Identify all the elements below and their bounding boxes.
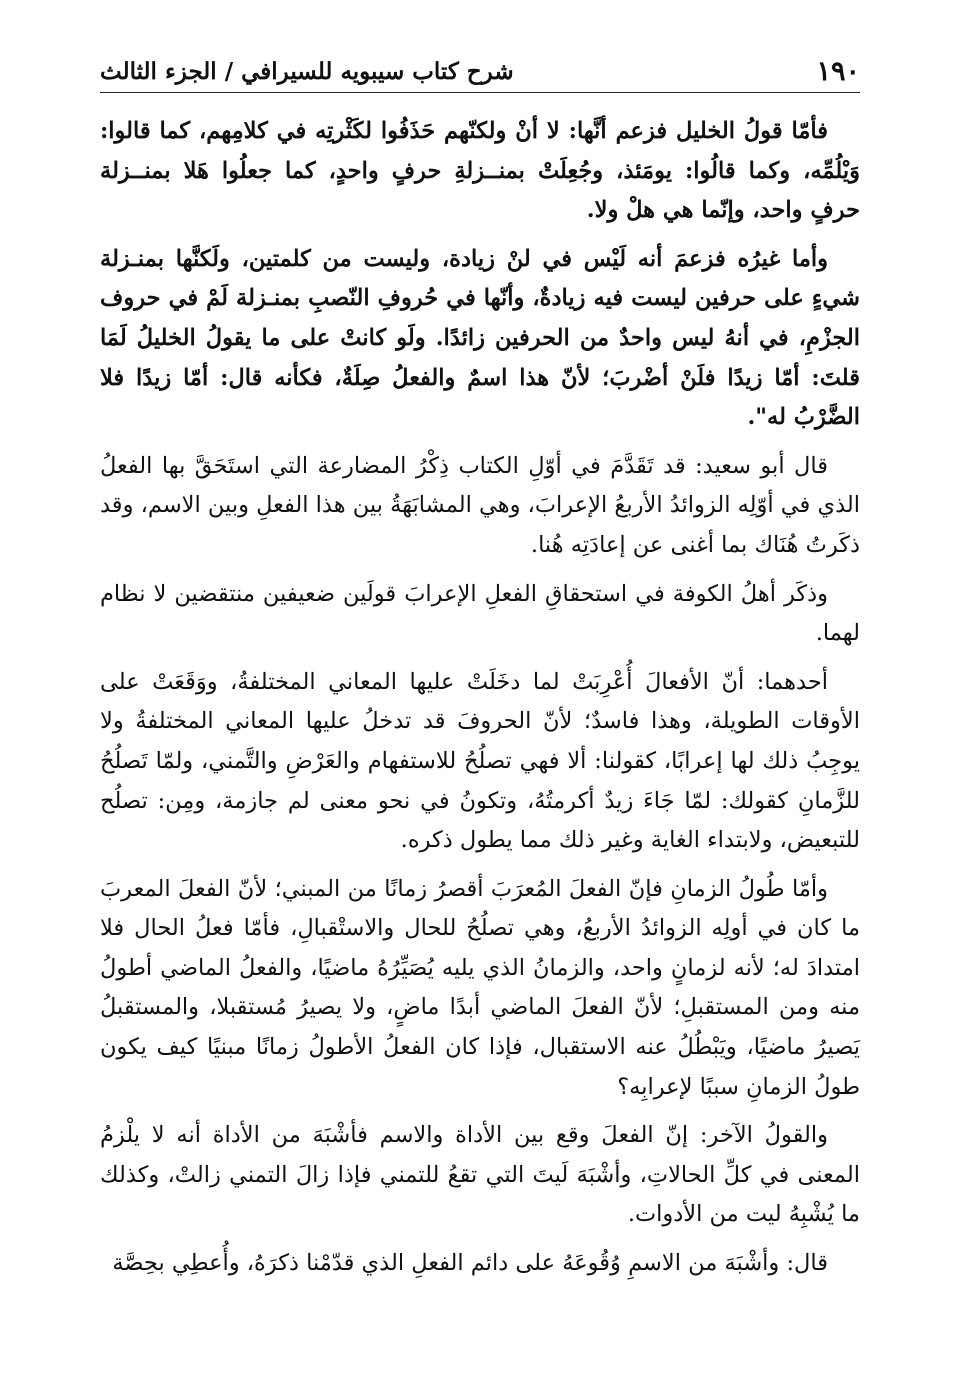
paragraph: قال أبو سعيد: قد تَقَدَّمَ في أوّلِ الكتاب ذِكْرُ المضارعة التي استَحَقَّ بها الفعلُ الذي في أوّلِه الزوائدُ الأربعُ الإعرابَ، وهي المشابَهَةُ بين هذا الفعلِ وبين الاسم، وقد ذكَرتُ هُنَاك بما أغنى عن إعادَتِه هُنا. — [100, 452, 860, 558]
body-text — [100, 112, 860, 1293]
paragraph: وأمّا طُولُ الزمانِ فإنّ الفعلَ المُعرَبَ أقصرُ زمانًا من المبني؛ لأنّ الفعلَ المعربَ ما كان في أولِه الزوائدُ الأربعُ، وهي تصلُحُ للحال والاستْقبالِ، فأمّا فعلُ الحال فلا امتدادَ له؛ لأنه لزمانٍ واحد، والزمانُ الذي يليه يُصَيِّرُهُ ماضيًا، والفعلُ الماضي أطولُ منه ومن المستقبلِ؛ لأنّ الفعلَ الماضي أبدًا ماضٍ، ولا يصيرُ مُستقبلا، والمستقبلُ يَصيرُ ماضيًا، ويَبْطُلُ عنه الاستقبال، فإذا كان الفعلُ الأطولُ زمانًا مبنيًا كيف يكون طولُ الزمانِ سببًا لإعرابِه؟ — [100, 875, 860, 1100]
paragraph: فأمّا قولُ الخليل فزعم أنَّها: لا أنْ ولكنّهم حَذَفُوا لكَثْرتِه في كلامِهم، كما قالوا: وَيْلُمِّه، وكما قالُوا: يومَئذ، وجُعِلَتْ بمنــزلةِ حرفٍ واحدٍ، كما جعلُوا هَلا بمنــزلة حرفٍ واحد، وإنّما هي هلْ ولا. — [100, 118, 860, 224]
paragraph: وذكَر أهلُ الكوفة في استحقاقِ الفعلِ الإعرابَ قولَين ضعيفين منتقضين لا نظام لهما. — [100, 580, 860, 647]
paragraph: وأما غيرُه فزعمَ أنه لَيْس في لنْ زيادة، وليست من كلمتين، ولَكنَّها بمنـزلة شيءٍ على حرفين ليست فيه زيادةٌ، وأنّها في حُروفِ النّصبِ بمنـزلة لَمْ في حروف الجزْمِ، في أنهُ ليس واحدٌ من الحرفين زائدًا. ولَو كانتْ على ما يقولُ الخليلُ لَمَا قلتَ: أمّا زيدًا فلَنْ أضْربَ؛ لأنّ هذا اسمٌ والفعلُ صِلَةٌ، فكأنه قال: أمّا زيدًا فلا الضَّرْبُ له". — [100, 245, 860, 431]
paragraph: أحدهما: أنّ الأفعالَ أُعْرِبَتْ لما دخَلَتْ عليها المعاني المختلفةُ، ووَقَعَتْ على الأوقات الطويلة، وهذا فاسدٌ؛ لأنّ الحروفَ قد تدخلُ عليها المعاني المختلفةُ ولا يوجِبُ ذلك لها إعرابًا، كقولنا: ألا فهي تصلُحُ للاستفهام والعَرْضِ والتَّمني، ولمّا تَصلُحُ للزَّمانِ كقولك: لمّا جَاءَ زيدٌ أكرمتُهُ، وتكونُ في نحو معنى لم جازمة، ومِن: تصلُح للتبعيض، ولابتداء الغاية وغير ذلك مما يطول ذكره. — [100, 668, 860, 854]
paragraph: والقولُ الآخر: إنّ الفعلَ وقع بين الأداة والاسم فأشْبَهَ من الأداة أنه لا يلْزمُ المعنى في كلِّ الحالاتِ، وأشْبَهَ لَيتَ التي تقعُ للتمني فإذا زالَ التمني زالتْ، وكذلك ما يُشْبِهُ ليت من الأدوات. — [100, 1122, 861, 1228]
page-number: ١٩٠ — [816, 56, 860, 87]
running-title: شرح كتاب سيبويه للسيرافي / الجزء الثالث — [100, 58, 514, 85]
page-header — [100, 48, 860, 93]
paragraph: قال: وأشْبَهَ من الاسمِ وُقُوعَهُ على دائم الفعلِ الذي قدّمْنا ذكرَهُ، وأُعطِي بحِصَّة — [112, 1250, 828, 1277]
